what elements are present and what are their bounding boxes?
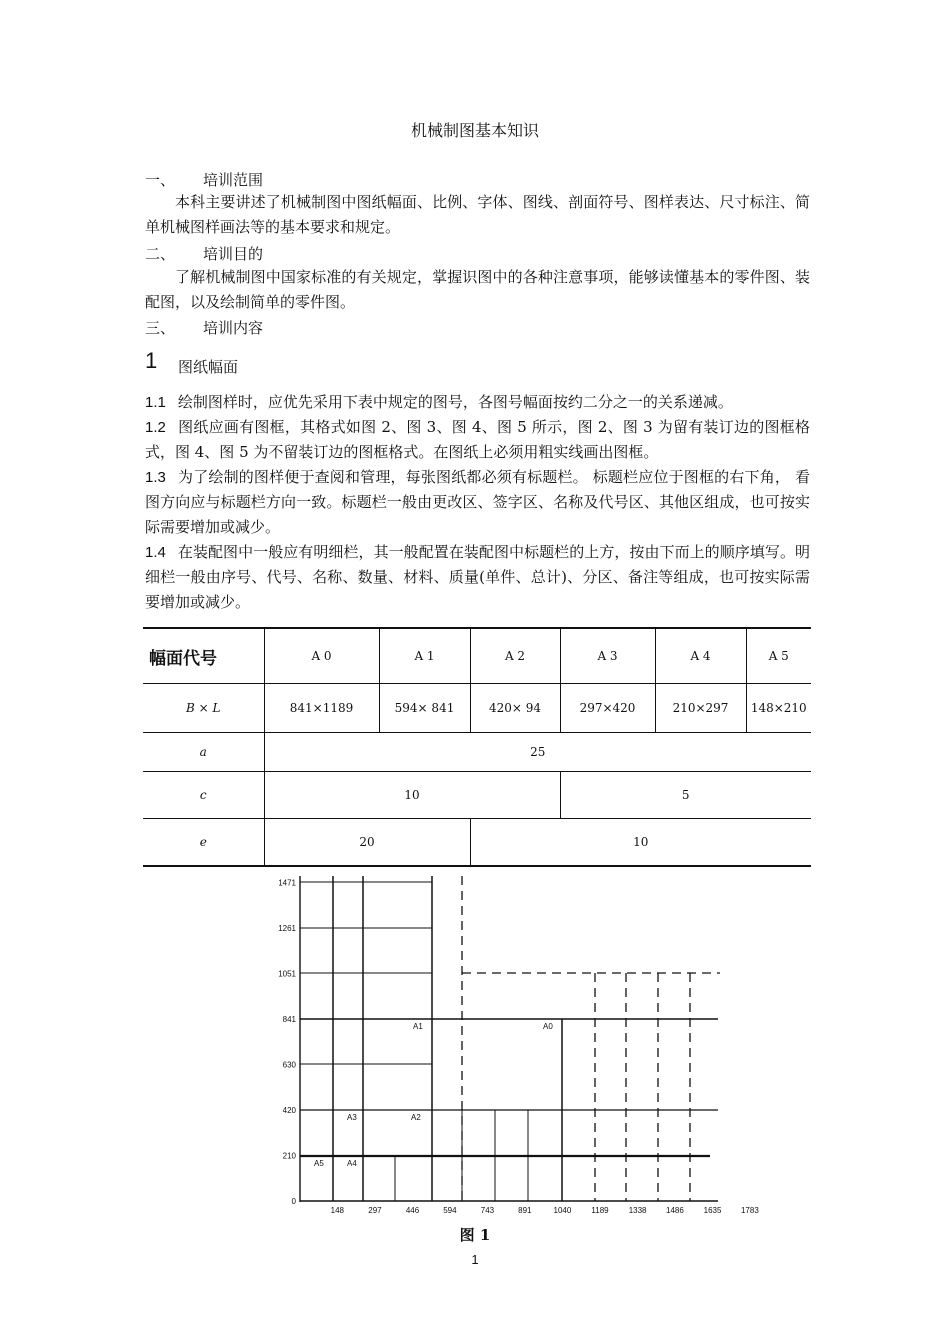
figure-caption: 图 1	[459, 1226, 491, 1244]
section-text: 培训范围	[203, 171, 264, 189]
size-cell: A 2	[470, 628, 560, 684]
item-text: 图纸应画有图框，其格式如图 2、图 3、图 4、图 5 所示，图 2、图 3 为留有装订边的图框格式，图 4、图 5 为不留装订边的图框格式。在图纸上必须用粗实线画出图框。	[145, 418, 810, 461]
y-axis-ticks	[278, 879, 296, 1206]
item-1-4	[145, 540, 810, 615]
row-label: a	[143, 733, 264, 772]
y-tick-label: 210	[282, 1151, 296, 1161]
y-tick-label: 0	[291, 1197, 296, 1206]
page-number: 1	[471, 1252, 479, 1267]
section-number: 一、	[145, 171, 176, 189]
region-label-a5: A5	[314, 1159, 324, 1168]
y-tick-label: 630	[282, 1060, 296, 1070]
x-tick-label: 446	[405, 1206, 420, 1215]
dimension-cell: 210×297	[655, 684, 746, 733]
item-number: 1.4	[145, 544, 166, 561]
item-number: 1.3	[145, 469, 166, 486]
table-row	[143, 733, 811, 772]
item-1-1	[145, 390, 810, 415]
dimension-cell: 841×1189	[264, 684, 379, 733]
value-cell: 25	[264, 733, 811, 772]
region-labels	[314, 1022, 553, 1168]
dimension-cell: 420× 94	[470, 684, 560, 733]
item-number: 1.1	[145, 394, 166, 411]
y-tick-label: 1471	[278, 878, 296, 888]
size-cell: A 4	[655, 628, 746, 684]
diagram-dashed-lines	[462, 876, 720, 1201]
paragraph-scope: 本科主要讲述了机械制图中图纸幅面、比例、字体、图线、剖面符号、图样表达、尺寸标注、简单机械图样画法等的基本要求和规定。	[145, 193, 810, 236]
x-tick-label: 594	[443, 1206, 457, 1215]
size-cell: A 3	[560, 628, 655, 684]
y-tick-label: 1051	[278, 969, 296, 979]
y-tick-label: 1261	[278, 924, 296, 934]
row-label: c	[143, 772, 264, 819]
region-label-a0: A0	[543, 1022, 553, 1031]
section-number: 二、	[145, 245, 176, 263]
row-label: e	[143, 819, 264, 867]
x-tick-label: 1189	[591, 1206, 609, 1215]
region-label-a1: A1	[413, 1022, 423, 1031]
region-label-a4: A4	[347, 1159, 357, 1168]
size-cell: A 0	[264, 628, 379, 684]
row-label: B × L	[143, 684, 264, 733]
x-tick-label: 1783	[740, 1206, 759, 1215]
region-label-a2: A2	[411, 1113, 421, 1122]
x-axis-ticks	[331, 1206, 760, 1215]
x-tick-label: 1486	[666, 1206, 684, 1215]
x-tick-label: 1040	[553, 1206, 572, 1215]
table-header-label: 幅面代号	[143, 628, 264, 684]
x-tick-label: 297	[368, 1206, 382, 1215]
item-number: 1.2	[145, 419, 166, 436]
paper-size-diagram	[270, 870, 759, 1220]
region-label-a3: A3	[347, 1113, 357, 1122]
item-1-2	[145, 415, 810, 465]
heading-number: 1	[145, 348, 158, 373]
dimension-cell: 594× 841	[379, 684, 470, 733]
item-text: 绘制图样时，应优先采用下表中规定的图号，各图号幅面按约二分之一的关系递减。	[177, 393, 733, 411]
paragraph-goal: 了解机械制图中国家标准的有关规定，掌握识图中的各种注意事项，能够读懂基本的零件图、装配图，以及绘制简单的零件图。	[145, 268, 810, 311]
section-text: 培训目的	[203, 245, 264, 263]
x-tick-label: 148	[330, 1206, 345, 1215]
table-row	[143, 628, 811, 684]
size-cell: A 5	[746, 628, 811, 684]
x-tick-label: 891	[518, 1206, 532, 1215]
value-cell: 10	[470, 819, 811, 867]
y-tick-label: 420	[282, 1106, 296, 1116]
item-1-3	[145, 465, 810, 540]
size-cell: A 1	[379, 628, 470, 684]
table-row	[143, 772, 811, 819]
table-row	[143, 684, 811, 733]
x-tick-label: 743	[480, 1206, 495, 1215]
diagram-lines	[300, 876, 718, 1201]
y-tick-label: 841	[282, 1015, 296, 1024]
paper-size-table	[143, 627, 811, 867]
dimension-cell: 148×210	[746, 684, 811, 733]
x-tick-label: 1635	[703, 1206, 722, 1215]
dimension-cell: 297×420	[560, 684, 655, 733]
heading-text: 图纸幅面	[178, 358, 239, 376]
x-tick-label: 1338	[628, 1206, 647, 1215]
value-cell: 10	[264, 772, 560, 819]
page-title: 机械制图基本知识	[410, 121, 539, 140]
item-text: 在装配图中一般应有明细栏，其一般配置在装配图中标题栏的上方，按由下而上的顺序填写。明细栏一般由序号、代号、名称、数量、材料、质量(单件、总计)、分区、备注等组成，也可按实际需要增加或减少。	[145, 543, 810, 611]
item-text: 为了绘制的图样便于查阅和管理，每张图纸都必须有标题栏。 标题栏应位于图框的右下角， 看图方向应与标题栏方向一致。标题栏一般由更改区、签字区、名称及代号区、其他区组成，也可按实际需要增加或减少。	[145, 468, 810, 536]
value-cell: 20	[264, 819, 470, 867]
table-row	[143, 819, 811, 867]
value-cell: 5	[560, 772, 811, 819]
section-number: 三、	[145, 319, 176, 337]
section-text: 培训内容	[203, 319, 264, 337]
